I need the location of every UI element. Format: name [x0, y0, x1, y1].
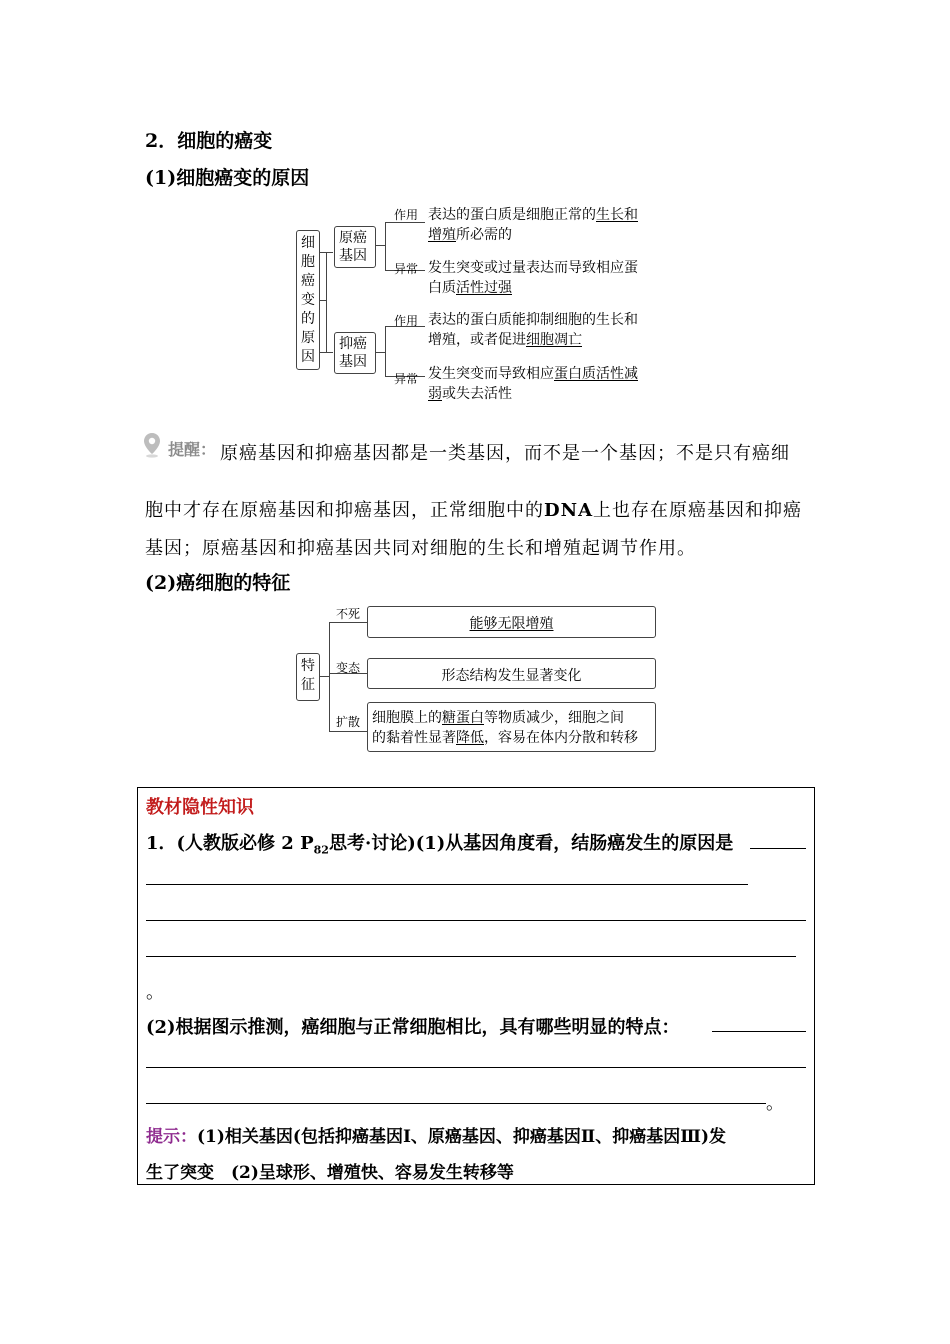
feature-label-immortal: 不死 [336, 607, 361, 621]
features-root-char-1: 征 [301, 677, 315, 693]
feature-text-spread-1: 细胞膜上的糖蛋白等物质减少，细胞之间 [372, 710, 624, 726]
abnormal-label-a: 异常 [394, 262, 419, 276]
cause-root-char-0: 细 [301, 235, 315, 251]
role-text-b-2: 增殖，或者促进细胞凋亡 [428, 332, 582, 348]
cause-root-char-5: 原 [301, 330, 315, 346]
abnormal-text-b-2: 弱或失去活性 [428, 386, 512, 402]
cause-root-char-3: 变 [301, 292, 315, 308]
abnormal-text-a-1: 发生突变或过量表达而导致相应蛋 [428, 260, 638, 276]
features-root-label [300, 657, 316, 695]
cause-root-char-1: 胞 [301, 254, 315, 270]
feature-label-spread: 扩散 [336, 715, 361, 729]
answer-blank-2a[interactable] [712, 1031, 806, 1032]
proto-oncogene-label-2: 基因 [339, 248, 367, 264]
role-text-a-2: 增殖所必需的 [428, 227, 512, 243]
hidden-knowledge-box [137, 787, 815, 1185]
abnormal-label-b: 异常 [394, 372, 419, 386]
knowledge-title: 教材隐性知识 [146, 797, 254, 818]
abnormal-text-b-1: 发生突变而导致相应蛋白质活性减 [428, 366, 638, 382]
answer-blank-2c[interactable] [146, 1103, 766, 1104]
proto-oncogene-label-1: 原癌 [339, 230, 367, 246]
cause-root-char-6: 因 [301, 349, 315, 365]
cause-root-char-2: 癌 [301, 273, 315, 289]
subheading-cause: (1)细胞癌变的原因 [145, 167, 310, 189]
feature-text-immortal: 能够无限增殖 [469, 616, 554, 632]
answer-blank-1b[interactable] [146, 884, 748, 885]
hint-line-1: 提示：(1)相关基因(包括抑癌基因Ⅰ、原癌基因、抑癌基因Ⅱ、抑癌基因Ⅲ)发 [146, 1127, 726, 1147]
subheading-features: (2)癌细胞的特征 [145, 572, 291, 594]
feature-text-shape: 形态结构发生显著变化 [441, 668, 582, 684]
root-label [300, 234, 316, 367]
role-label-b: 作用 [394, 314, 419, 328]
question-2-period: 。 [766, 1093, 784, 1114]
features-root-char-0: 特 [301, 658, 315, 674]
question-1: 1．(人教版必修 2 $P_{82}$思考·讨论)(1)从基因角度看，结肠癌发生的原因是 [146, 833, 734, 857]
section-title: 2．细胞的癌变 [145, 130, 273, 152]
cause-root-char-4: 的 [301, 311, 315, 327]
answer-blank-1c[interactable] [146, 920, 806, 921]
abnormal-text-a-2: 白质活性过强 [428, 280, 512, 296]
hint-line-2: 生了突变 (2)呈球形、增殖快、容易发生转移等 [146, 1163, 514, 1183]
role-label-a: 作用 [394, 208, 419, 222]
tip-line-3: 基因；原癌基因和抑癌基因共同对细胞的生长和增殖起调节作用。 [145, 538, 696, 559]
answer-blank-2b[interactable] [146, 1067, 806, 1068]
role-text-a-1: 表达的蛋白质是细胞正常的生长和 [428, 207, 638, 223]
tumor-suppressor-label-2: 基因 [339, 354, 367, 370]
role-text-b-1: 表达的蛋白质能抑制细胞的生长和 [428, 312, 638, 328]
answer-blank-1d[interactable] [146, 956, 796, 957]
feature-text-spread-2: 的黏着性显著降低，容易在体内分散和转移 [372, 730, 638, 746]
question-1-period: 。 [146, 982, 164, 1003]
tip-label: 提醒： [168, 440, 217, 459]
feature-label-shape: 变态 [336, 661, 361, 675]
location-pin-icon [143, 432, 161, 458]
tumor-suppressor-label-1: 抑癌 [339, 336, 367, 352]
answer-blank-1a[interactable] [750, 848, 806, 849]
question-2: (2)根据图示推测，癌细胞与正常细胞相比，具有哪些明显的特点： [146, 1017, 680, 1038]
tip-line-2: 胞中才存在原癌基因和抑癌基因，正常细胞中的DNA上也存在原癌基因和抑癌 [145, 500, 803, 521]
tip-line-1: 原癌基因和抑癌基因都是一类基因，而不是一个基因；不是只有癌细 [220, 443, 790, 464]
